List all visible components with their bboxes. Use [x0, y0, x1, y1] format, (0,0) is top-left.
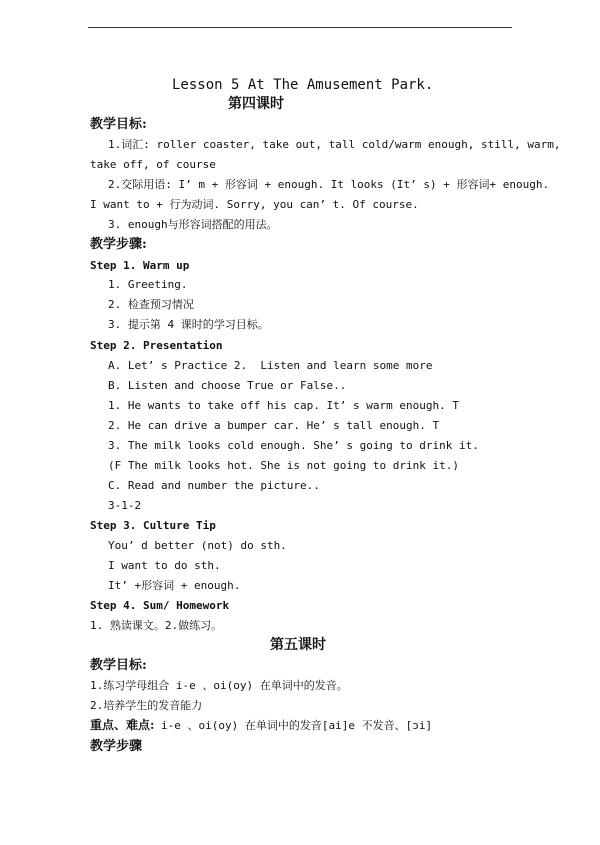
- step-2-item-1: 1. He wants to take off his cap. It’ s warm enough. T: [108, 399, 459, 412]
- step-1-item: 3. 提示第 4 课时的学习目标。: [108, 318, 269, 331]
- lesson-title: Lesson 5 At The Amusement Park.: [172, 77, 434, 93]
- objective-2-line-2: I want to + 行为动词. Sorry, you can’ t. Of course.: [90, 198, 419, 211]
- step-2-item-2: 2. He can drive a bumper car. He’ s tall enough. T: [108, 419, 440, 432]
- step-2-item-c: C. Read and number the picture..: [108, 479, 320, 492]
- objective-1-line-2: take off, of course: [90, 158, 216, 171]
- steps-heading: 教学步骤:: [90, 237, 147, 252]
- p5-key-text: i-e 、oi(oy) 在单词中的发音[ai]e 不发音、[ɔi]: [154, 719, 433, 732]
- step-1-item: 2. 检查预习情况: [108, 298, 194, 311]
- step-2-item-3-note: (F The milk looks hot. She is not going to drink it.): [108, 459, 459, 472]
- p5-steps-heading: 教学步骤: [90, 739, 143, 754]
- step-2-item-b: B. Listen and choose True or False..: [108, 379, 347, 392]
- p5-objectives-heading: 教学目标:: [90, 658, 147, 673]
- step-1-item: 1. Greeting.: [108, 278, 188, 291]
- step-3-item: You’ d better (not) do sth.: [108, 539, 287, 552]
- period-5-title: 第五课时: [270, 637, 326, 653]
- step-3-heading: Step 3. Culture Tip: [90, 519, 216, 532]
- step-2-item-a: A. Let’ s Practice 2. Listen and learn some more: [108, 359, 433, 372]
- step-3-item: I want to do sth.: [108, 559, 221, 572]
- step-2-answer-order: 3-1-2: [108, 499, 142, 512]
- p5-objective-2: 2.培养学生的发音能力: [90, 699, 203, 712]
- header-rule: [88, 27, 512, 28]
- objectives-heading: 教学目标:: [90, 117, 147, 132]
- objective-2-line-1: 2.交际用语: I’ m + 形容词 + enough. It looks (It’ s) + 形容词+ enough.: [108, 178, 550, 191]
- step-1-heading: Step 1. Warm up: [90, 259, 190, 272]
- step-4-text: 1. 熟读课文。2.做练习。: [90, 619, 223, 632]
- objective-1-line-1: 1.词汇: roller coaster, take out, tall cold/warm enough, still, warm,: [108, 138, 561, 151]
- period-4-title: 第四课时: [228, 96, 284, 112]
- p5-key-points: [90, 718, 432, 733]
- step-4-heading: Step 4. Sum/ Homework: [90, 599, 230, 612]
- step-2-heading: Step 2. Presentation: [90, 339, 223, 352]
- step-2-item-3: 3. The milk looks cold enough. She’ s going to drink it.: [108, 439, 479, 452]
- p5-objective-1: 1.练习学母组合 i-e 、oi(oy) 在单词中的发音。: [90, 679, 348, 692]
- p5-key-label: 重点、难点:: [90, 718, 155, 732]
- step-3-item: It’ +形容词 + enough.: [108, 579, 241, 592]
- objective-3: 3. enough与形容词搭配的用法。: [108, 218, 278, 231]
